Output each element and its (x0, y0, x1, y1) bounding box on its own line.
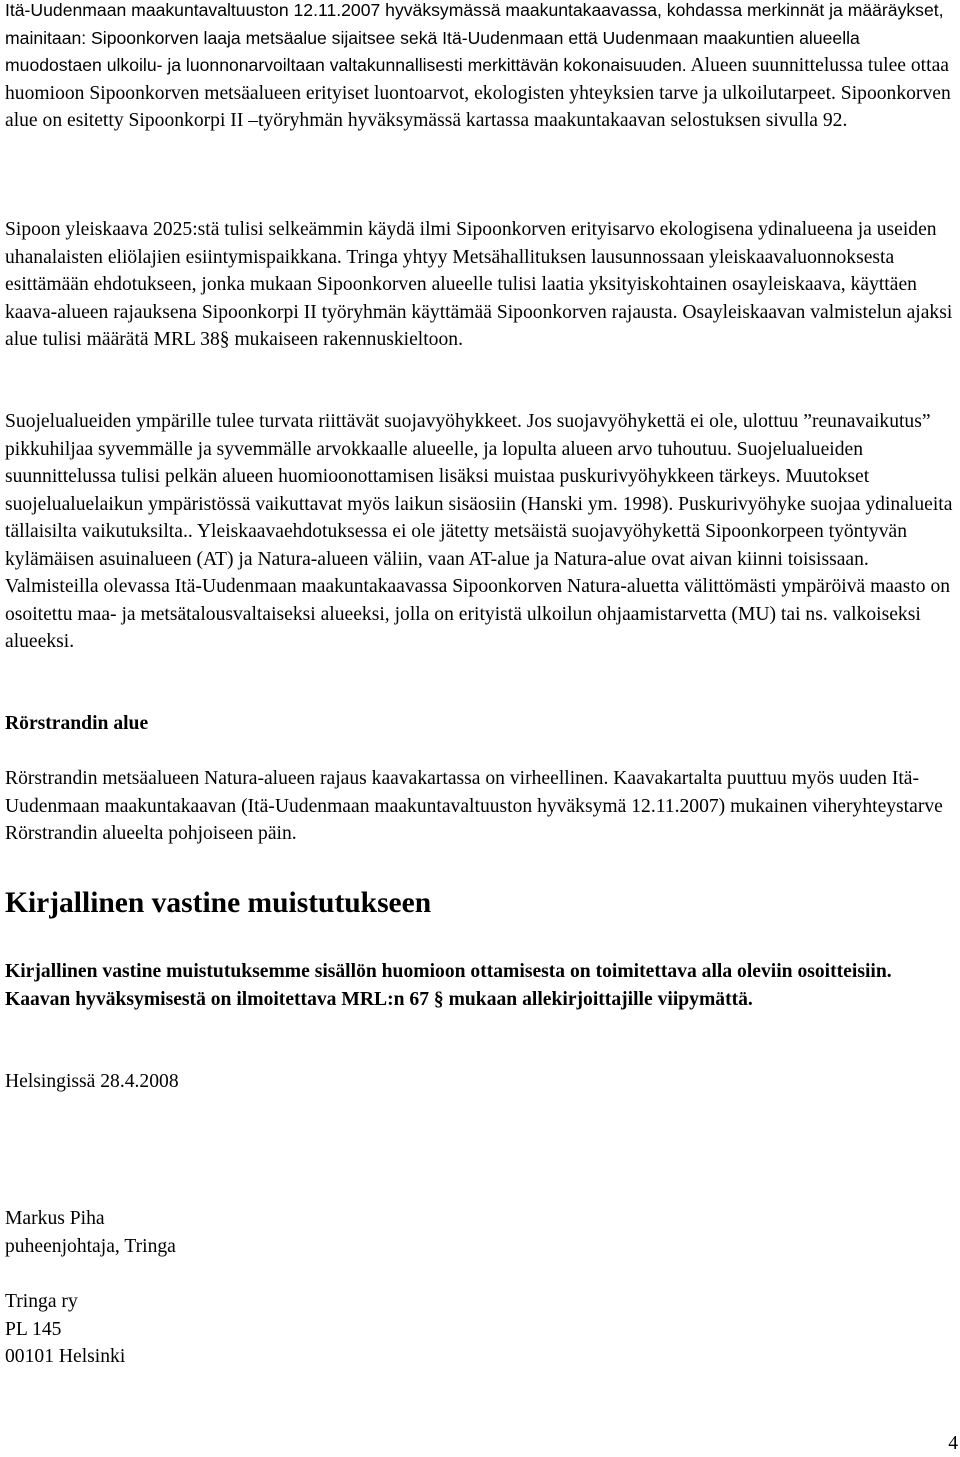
section-heading-rorstrand: Rörstrandin alue (5, 713, 149, 734)
section-heading-vastine: Kirjallinen vastine muistutukseen (5, 887, 432, 919)
paragraph-maakuntakaava (5, 0, 960, 135)
address-organization: Tringa ry (5, 1291, 78, 1312)
page-number: 4 (948, 1433, 958, 1454)
paragraph-vastine: Kirjallinen vastine muistutuksemme sisällön huomioon ottamisesta on toimitettava alla oleviin osoitteisiin. Kaavan hyväksymisestä on ilmoitettava MRL:n 67 § mukaan allekirjoittajille viipymättä. (5, 961, 892, 1010)
address-po-box: PL 145 (5, 1318, 62, 1340)
date-line: Helsingissä 28.4.2008 (5, 1071, 179, 1092)
address-block (5, 1288, 125, 1371)
paragraph-maakuntakaava-quote: Itä-Uudenmaan maakuntavaltuuston 12.11.2007 hyväksymässä maakuntakaavassa, kohdassa merkinnät ja määräykset, mainitaan: Sipoonkorven laaja metsäalue sijaitsee sekä Itä-Uudenmaan että Uudenmaan maakuntien alueella muodostaen ulkoilu- ja luonnonarvoiltaan valtakunnallisesti merkittävän kokonaisuuden. (5, 0, 944, 75)
address-city: 00101 Helsinki (5, 1346, 126, 1367)
signer-name: Markus Piha (5, 1208, 105, 1229)
paragraph-maakuntakaava-continuation: Alueen suunnittelussa tulee ottaa huomioon Sipoonkorven metsäalueen erityiset luontoarvot, ekologisten yhteyksien tarve ja ulkoilutarpeet. Sipoonkorven alue on esitetty Sipoonkorpi II –työryhmän hyväksymässä kartassa maakuntakaavan selostuksen sivulla 92. (5, 55, 951, 131)
paragraph-rorstrand: Rörstrandin metsäalueen Natura-alueen rajaus kaavakartassa on virheellinen. Kaavakartalta puuttuu myös uuden Itä-Uudenmaan maakuntakaavan (Itä-Uudenmaan maakuntavaltuuston hyväksymä 12.11.2007) mukainen viheryhteystarve Rörstrandin alueelta pohjoiseen päin. (5, 768, 943, 844)
signer-title: puheenjohtaja, Tringa (5, 1235, 176, 1257)
paragraph-suojavyohykkeet: Suojelualueiden ympärille tulee turvata riittävät suojavyöhykkeet. Jos suojavyöhykettä ei ole, ulottuu ”reunavaikutus” pikkuhiljaa syvemmälle ja syvemmälle arvokkaalle alueelle, ja lopulta alueen arvo tuhoutuu. Suojelualueiden suunnittelussa tulisi pelkän alueen huomioonottamisen lisäksi muistaa puskurivyöhykkeen tärkeys. Muutokset suojelualuelaikun ympäristössä vaikuttavat myös laikun sisäosiin (Hanski ym. 1998). Puskurivyöhyke suojaa ydinalueita tällaisilta vaikutuksilta.. Yleiskaavaehdotuksessa ei ole jätetty metsäistä suojavyöhykettä Sipoonkorpeen työntyvän kylämäisen asuinalueen (AT) ja Natura-alueen väliin, vaan AT-alue ja Natura-alue ovat aivan kiinni toisissaan. Valmisteilla olevassa Itä-Uudenmaan maakuntakaavassa Sipoonkorven Natura-aluetta välittömästi ympäröivä maasto on osoitettu maa- ja metsätalousvaltaiseksi alueeksi, jolla on erityistä ulkoilun ohjaamistarvetta (MU) tai ns. valkoiseksi alueeksi. (5, 411, 953, 652)
paragraph-yleiskaava: Sipoon yleiskaava 2025:stä tulisi selkeämmin käydä ilmi Sipoonkorven erityisarvo ekologisena ydinalueena ja useiden uhanalaisten eliölajien esiintymispaikkana. Tringa yhtyy Metsähallituksen lausunnossaan yleiskaavaluonnoksesta esittämään ehdotukseen, jonka mukaan Sipoonkorven alueelle tulisi laatia yksityiskohtainen osayleiskaava, käyttäen kaava-alueen rajauksena Sipoonkorpi II työryhmän käyttämää Sipoonkorven rajausta. Osayleiskaavan valmistelun ajaksi alue tulisi määrätä MRL 38§ mukaiseen rakennuskieltoon. (5, 219, 953, 350)
signature-block (5, 1205, 176, 1260)
